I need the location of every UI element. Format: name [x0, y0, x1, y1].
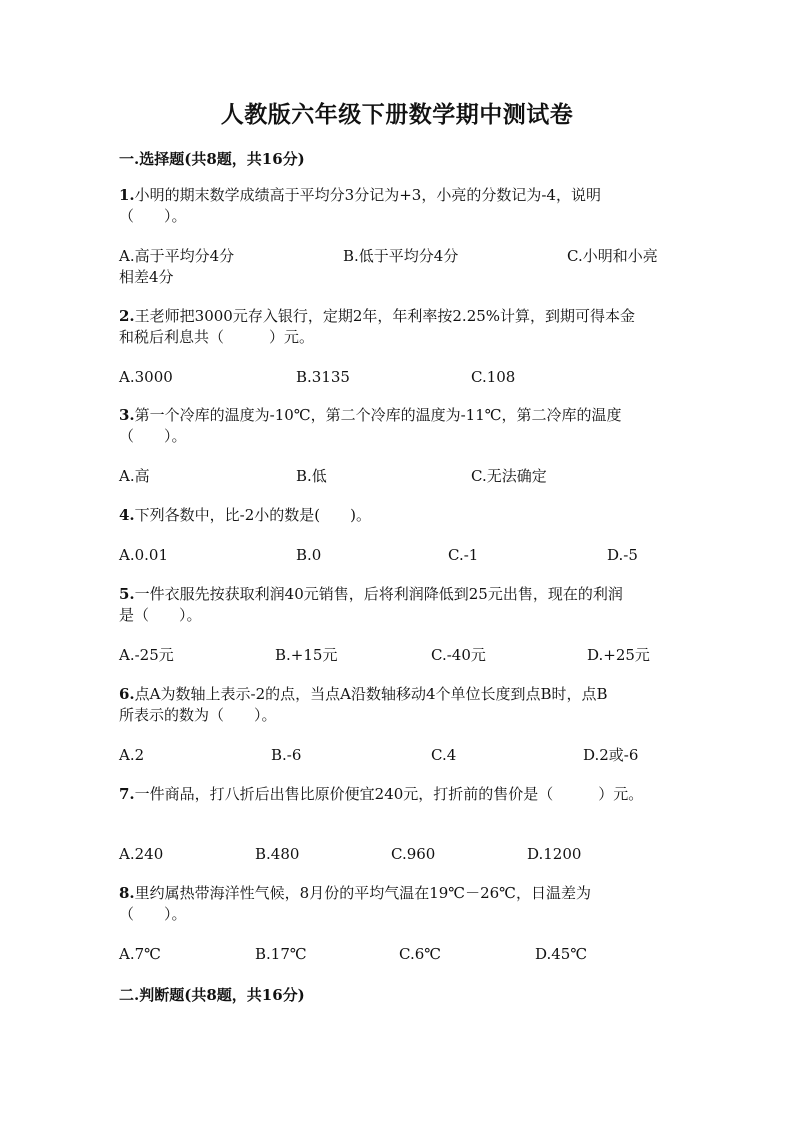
option-a: A.-25元: [119, 646, 174, 664]
option-a: A.240: [119, 845, 164, 863]
option-a: A.2: [119, 746, 145, 764]
question-2: [119, 306, 684, 348]
question-number: 8.: [119, 884, 135, 902]
question-text: 里约属热带海洋性气候，8月份的平均气温在19℃－26℃，日温差为: [134, 884, 591, 902]
option-d: D.1200: [527, 845, 582, 863]
question-number: 7.: [119, 785, 135, 803]
option-d: D.45℃: [535, 945, 588, 963]
option-c: C.-40元: [431, 646, 486, 664]
option-b: B.-6: [271, 746, 302, 764]
question-number: 3.: [119, 406, 135, 424]
question-text: 所表示的数为（ ）。: [119, 706, 277, 724]
option-a: A.7℃: [119, 945, 161, 963]
question-text: 一件衣服先按获取利润40元销售，后将利润降低到25元出售，现在的利润: [134, 585, 623, 603]
question-number: 4.: [119, 506, 135, 524]
question-text: 和税后利息共（ ）元。: [119, 328, 315, 346]
question-text: 第一个冷库的温度为-10℃，第二个冷库的温度为-11℃，第二冷库的温度: [134, 406, 622, 424]
question-text: 下列各数中，比-2小的数是( )。: [134, 506, 371, 524]
page-title: 人教版六年级下册数学期中测试卷: [220, 101, 574, 128]
option-b: B.17℃: [255, 945, 307, 963]
question-text: 是（ ）。: [119, 606, 202, 624]
option-d: D.+25元: [587, 646, 650, 664]
question-text: （ ）。: [119, 207, 187, 225]
option-d: D.2或-6: [583, 746, 639, 764]
option-c: C.4: [431, 746, 457, 764]
option-a: A.高: [119, 467, 150, 485]
option-c: C.无法确定: [471, 467, 547, 485]
question-7: [119, 784, 719, 805]
option-b: B.+15元: [275, 646, 338, 664]
question-8: [119, 883, 684, 925]
option-a: A.0.01: [119, 546, 168, 564]
option-c: C.108: [471, 368, 516, 386]
option-d: D.-5: [607, 546, 638, 564]
question-text: 点A为数轴上表示-2的点，当点A沿数轴移动4个单位长度到点B时，点B: [134, 685, 608, 703]
question-text: 小明的期末数学成绩高于平均分3分记为+3，小亮的分数记为-4，说明: [134, 186, 601, 204]
question-4: [119, 505, 684, 526]
section-heading-true-false: 二.判断题(共8题，共16分): [119, 986, 305, 1004]
option-b: B.低于平均分4分: [343, 247, 459, 265]
question-number: 2.: [119, 307, 135, 325]
question-6: [119, 684, 684, 726]
question-number: 6.: [119, 685, 135, 703]
question-number: 1.: [119, 186, 135, 204]
option-b: B.3135: [296, 368, 350, 386]
option-b: B.480: [255, 845, 300, 863]
question-3: [119, 405, 684, 447]
question-text: 一件商品，打八折后出售比原价便宜240元，打折前的售价是（ ）元。: [134, 785, 644, 803]
question-1: [119, 185, 684, 227]
section-heading-multiple-choice: 一.选择题(共8题，共16分): [119, 150, 305, 168]
option-c: C.960: [391, 845, 436, 863]
option-a: A.3000: [119, 368, 173, 386]
option-b: B.低: [296, 467, 327, 485]
question-text: 王老师把3000元存入银行，定期2年，年利率按2.25%计算，到期可得本金: [134, 307, 636, 325]
option-c: C.小明和小亮: [567, 247, 658, 265]
question-text: （ ）。: [119, 905, 187, 923]
question-number: 5.: [119, 585, 135, 603]
option-c: C.6℃: [399, 945, 442, 963]
option-c-continued: 相差4分: [119, 268, 174, 286]
option-a: A.高于平均分4分: [119, 247, 235, 265]
option-b: B.0: [296, 546, 322, 564]
question-5: [119, 584, 684, 626]
option-c: C.-1: [448, 546, 479, 564]
question-text: （ ）。: [119, 427, 187, 445]
